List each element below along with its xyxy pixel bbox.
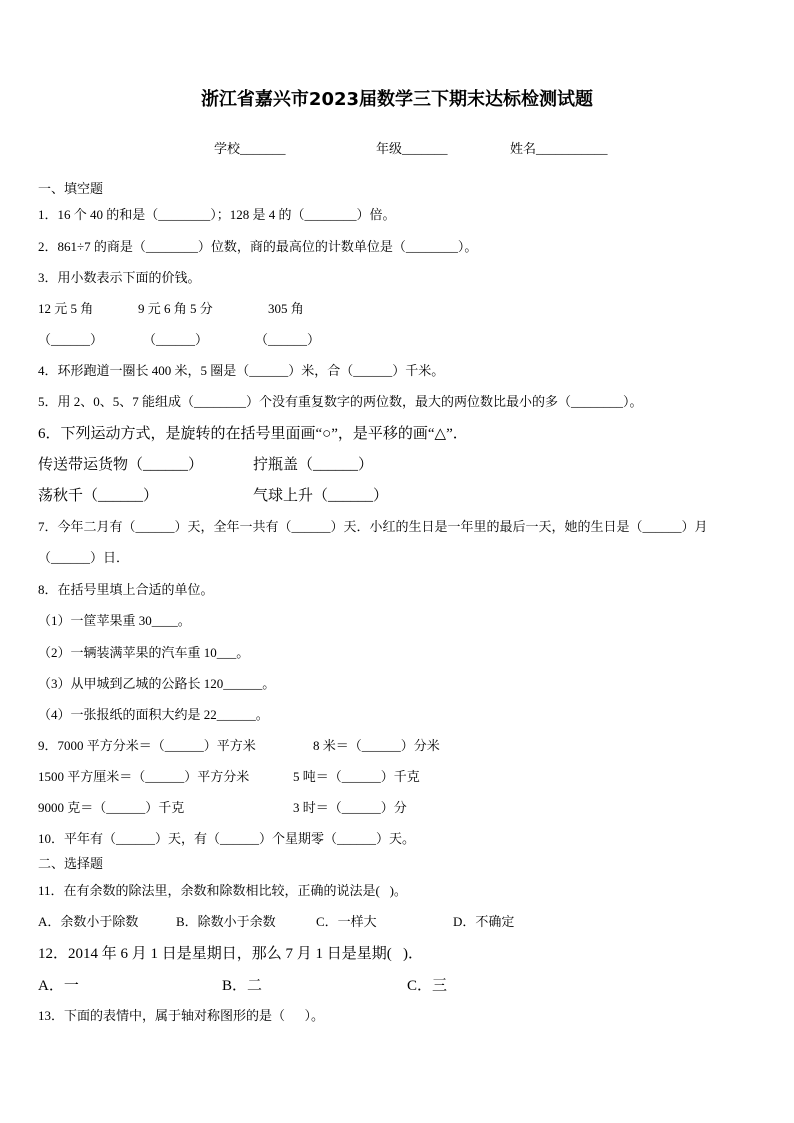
question-6-stem: 6．下列运动方式，是旋转的在括号里面画“○”，是平移的画“△”． [38,426,468,442]
question-11-stem: 11．在有余数的除法里，余数和除数相比较，正确的说法是( )。 [38,883,407,898]
question-9-item-3: 1500 平方厘米＝（______）平方分米 [38,769,250,784]
question-3-blank-3: （______） [255,332,321,347]
question-3-price-1: 12 元 5 角 [38,301,94,316]
question-9-item-1: 9．7000 平方分米＝（______）平方米 [38,738,256,753]
question-3-blank-2: （______） [143,332,209,347]
section-heading-fill-in: 一、填空题 [38,181,104,196]
question-11-option-c: C．一样大 [316,914,377,929]
question-9-item-6: 3 时＝（______）分 [293,800,407,815]
question-7-line-2: （______）日． [38,550,130,565]
question-3-price-3: 305 角 [268,301,304,316]
question-6-item-bottle-cap: 拧瓶盖（______） [253,457,374,473]
question-11-option-b: B．除数小于余数 [176,914,276,929]
question-10: 10．平年有（______）天，有（______）个星期零（______）天。 [38,831,416,846]
question-1: 1．16 个 40 的和是（________）；128 是 4 的（________）倍。 [38,207,396,222]
question-3-stem: 3．用小数表示下面的价钱。 [38,270,201,285]
question-3-price-2: 9 元 6 角 5 分 [138,301,213,316]
question-6-item-conveyor: 传送带运货物（______） [38,457,204,473]
question-5: 5．用 2、0、5、7 能组成（________）个没有重复数字的两位数，最大的两位数比最小的多（________）。 [38,394,643,409]
question-9-item-4: 5 吨＝（______）千克 [293,769,420,784]
question-3-blank-1: （______） [38,332,104,347]
question-8-stem: 8．在括号里填上合适的单位。 [38,582,214,597]
question-12-option-c: C．三 [407,978,448,994]
question-7-line-1: 7．今年二月有（______）天，全年一共有（______）天．小红的生日是一年里的最后一天，她的生日是（______）月 [38,519,708,534]
question-2: 2．861÷7 的商是（________）位数，商的最高位的计数单位是（________）。 [38,239,478,254]
question-9-item-2: 8 米＝（______）分米 [313,738,440,753]
question-12-stem: 12．2014 年 6 月 1 日是星期日，那么 7 月 1 日是星期( )． [38,946,423,962]
question-8-item-4: （4）一张报纸的面积大约是 22______。 [38,707,269,722]
question-4: 4．环形跑道一圈长 400 米，5 圈是（______）米，合（______）千米。 [38,363,445,378]
question-12-option-a: A．一 [38,978,79,994]
question-9-item-5: 9000 克＝（______）千克 [38,800,185,815]
school-field: 学校_______ [214,141,286,156]
question-11-option-d: D．不确定 [453,914,515,929]
question-12-option-b: B．二 [222,978,263,994]
question-13-stem: 13．下面的表情中，属于轴对称图形的是（ ）。 [38,1008,325,1023]
section-heading-choice: 二、选择题 [38,856,104,871]
name-field: 姓名___________ [510,141,608,156]
question-8-item-3: （3）从甲城到乙城的公路长 120______。 [38,676,276,691]
question-6-item-swing: 荡秋千（______） [38,488,159,504]
question-11-option-a: A．余数小于除数 [38,914,139,929]
exam-title: 浙江省嘉兴市2023届数学三下期末达标检测试题 [200,89,594,110]
question-8-item-2: （2）一辆装满苹果的汽车重 10___。 [38,645,250,660]
question-6-item-balloon: 气球上升（______） [253,488,389,504]
grade-field: 年级_______ [376,141,448,156]
question-8-item-1: （1）一筐苹果重 30____。 [38,613,191,628]
